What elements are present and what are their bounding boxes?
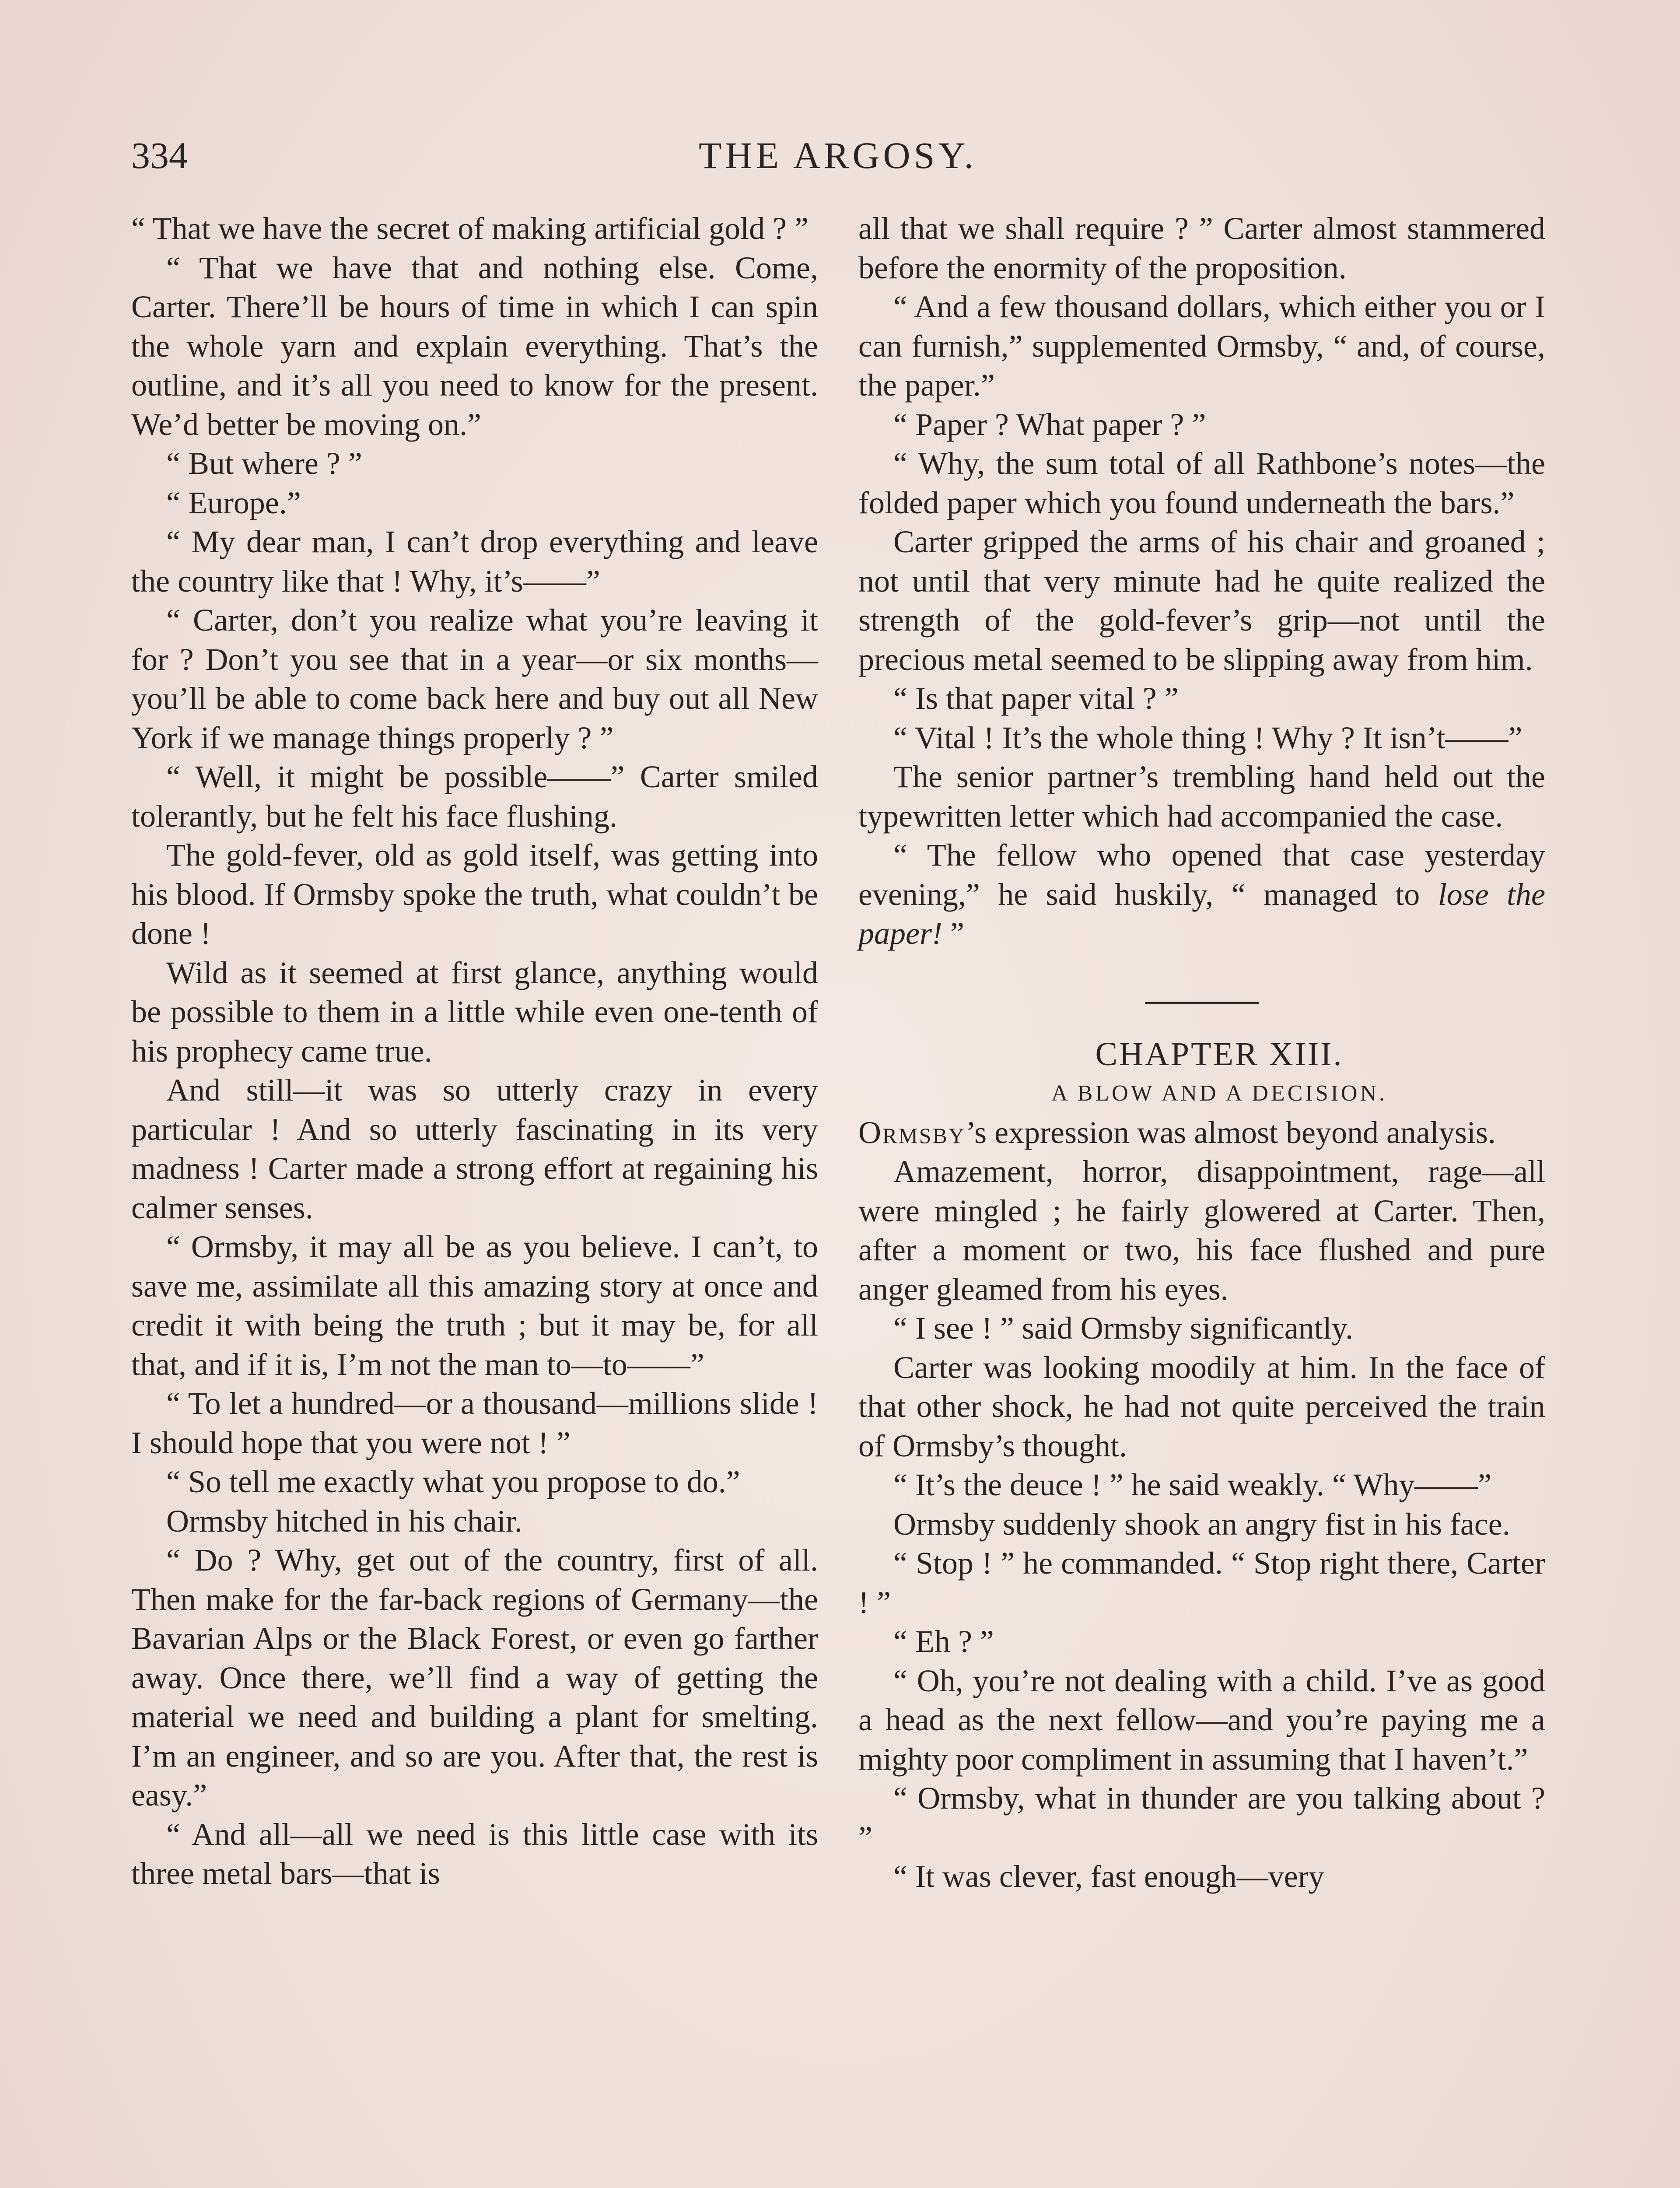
paragraph: Carter was looking moodily at him. In the face of that other shock, he had not quite perceived the train of Ormsby’s thought. xyxy=(858,1350,1545,1463)
paragraph: “ Carter, don’t you realize what you’re leaving it for ? Don’t you see that in a year—or six months—you’ll be able to come back here and buy out all New York if we manage things properly ? ” xyxy=(131,603,818,755)
chapter-title: CHAPTER XIII. xyxy=(1095,1035,1344,1073)
page-number: 334 xyxy=(131,134,188,176)
paragraph: “ That we have the secret of making artificial gold ? ” xyxy=(131,211,808,246)
paragraph: “ Do ? Why, get out of the country, first of all. Then make for the far-back regions of Germany—the Bavarian Alps or the Black Forest, or even go farther away. Once there, we’ll find a way of getting the material we need and building a plant for smelting. I’m an engineer, and so are you. After that, the rest is easy.” xyxy=(131,1543,818,1813)
paragraph: And still—it was so utterly crazy in every particular ! And so utterly fascinating in its very madness ! Carter made a strong effort at regaining his calmer senses. xyxy=(131,1073,818,1225)
page-header xyxy=(131,131,1544,179)
paragraph: “ That we have that and nothing else. Come, Carter. There’ll be hours of time in which I can spin the whole yarn and explain everything. That’s the outline, and it’s all you need to know for the present. We’d better be moving on.” xyxy=(131,250,818,442)
paragraph: Ormsby hitched in his chair. xyxy=(166,1503,522,1539)
paragraph: “ Oh, you’re not dealing with a child. I’ve as good a head as the next fellow—and you’re paying me a mighty poor compliment in assuming that I haven’t.” xyxy=(858,1663,1545,1777)
chapter-subtitle: A BLOW AND A DECISION. xyxy=(1051,1081,1388,1106)
paragraph: “ But where ? ” xyxy=(166,446,362,481)
paragraph: “ To let a hundred—or a thousand—millions slide ! I should hope that you were not ! ” xyxy=(131,1386,818,1460)
italic-phrase: lose the paper! xyxy=(858,877,1546,951)
lead-word: Ormsby xyxy=(858,1115,966,1150)
paragraph: Carter gripped the arms of his chair and groaned ; not until that very minute had he quite realized the strength of the gold-fever’s grip—not until the precious metal seemed to be slipping away from him. xyxy=(858,524,1545,677)
paragraph-text: ’s expression was almost beyond analysis. xyxy=(966,1115,1496,1150)
paragraph: “ And a few thousand dollars, which either you or I can furnish,” supplemented Ormsby, “ and, of course, the paper.” xyxy=(858,289,1545,403)
paragraph: Amazement, horror, disappointment, rage—all were mingled ; he fairly glowered at Carter. Then, after a moment or two, his face flushed and pure anger gleamed from his eyes. xyxy=(858,1154,1545,1307)
paragraph: The gold-fever, old as gold itself, was getting into his blood. If Ormsby spoke the truth, what couldn’t be done ! xyxy=(131,838,818,951)
paragraph: “ Why, the sum total of all Rathbone’s notes—the folded paper which you found underneath the bars.” xyxy=(858,446,1545,520)
paragraph: Ormsby suddenly shook an angry fist in his face. xyxy=(893,1506,1510,1542)
paragraph: “ Vital ! It’s the whole thing ! Why ? It isn’t——” xyxy=(893,720,1522,755)
paragraph: “ And all—all we need is this little case with its three metal bars—that is xyxy=(131,1816,818,1891)
paragraph: “ Paper ? What paper ? ” xyxy=(893,407,1206,442)
paragraph: “ Eh ? ” xyxy=(893,1624,994,1659)
paragraph: “ Is that paper vital ? ” xyxy=(893,681,1179,716)
paragraph: “ Ormsby, it may all be as you believe. I can’t, to save me, assimilate all this amazing story at once and credit it with being the truth ; but it may be, for all that, and if it is, I’m not the man to—to——” xyxy=(131,1229,818,1382)
paragraph xyxy=(858,836,1545,954)
paragraph: “ It’s the deuce ! ” he said weakly. “ Why——” xyxy=(893,1467,1492,1502)
right-column xyxy=(858,209,1545,1897)
paragraph: “ Stop ! ” he commanded. “ Stop right there, Carter ! ” xyxy=(858,1546,1545,1620)
left-column xyxy=(131,209,818,1893)
section-divider xyxy=(1145,1002,1259,1004)
paragraph: “ Ormsby, what in thunder are you talking about ? ” xyxy=(858,1781,1545,1855)
paragraph: “ It was clever, fast enough—very xyxy=(893,1859,1324,1894)
paragraph: “ Well, it might be possible——” Carter smiled tolerantly, but he felt his face flushing. xyxy=(131,759,818,834)
paragraph: “ I see ! ” said Ormsby significantly. xyxy=(893,1311,1354,1346)
paragraph-text: “ The fellow who opened that case yesterday evening,” he said huskily, “ managed to xyxy=(858,838,1545,912)
paragraph: Wild as it seemed at first glance, anything would be possible to them in a little while even one-tenth of his prophecy came true. xyxy=(131,955,818,1069)
paragraph xyxy=(858,1113,1545,1153)
paragraph: all that we shall require ? ” Carter almost stammered before the enormity of the proposition. xyxy=(858,211,1545,285)
paragraph: The senior partner’s trembling hand held out the typewritten letter which had accompanied the case. xyxy=(858,759,1545,834)
running-head: THE ARGOSY. xyxy=(699,134,977,176)
paragraph: “ So tell me exactly what you propose to do.” xyxy=(166,1464,740,1499)
paragraph: “ Europe.” xyxy=(166,485,301,520)
paragraph: “ My dear man, I can’t drop everything and leave the country like that ! Why, it’s——” xyxy=(131,524,818,599)
closing-quote: ” xyxy=(942,916,964,951)
